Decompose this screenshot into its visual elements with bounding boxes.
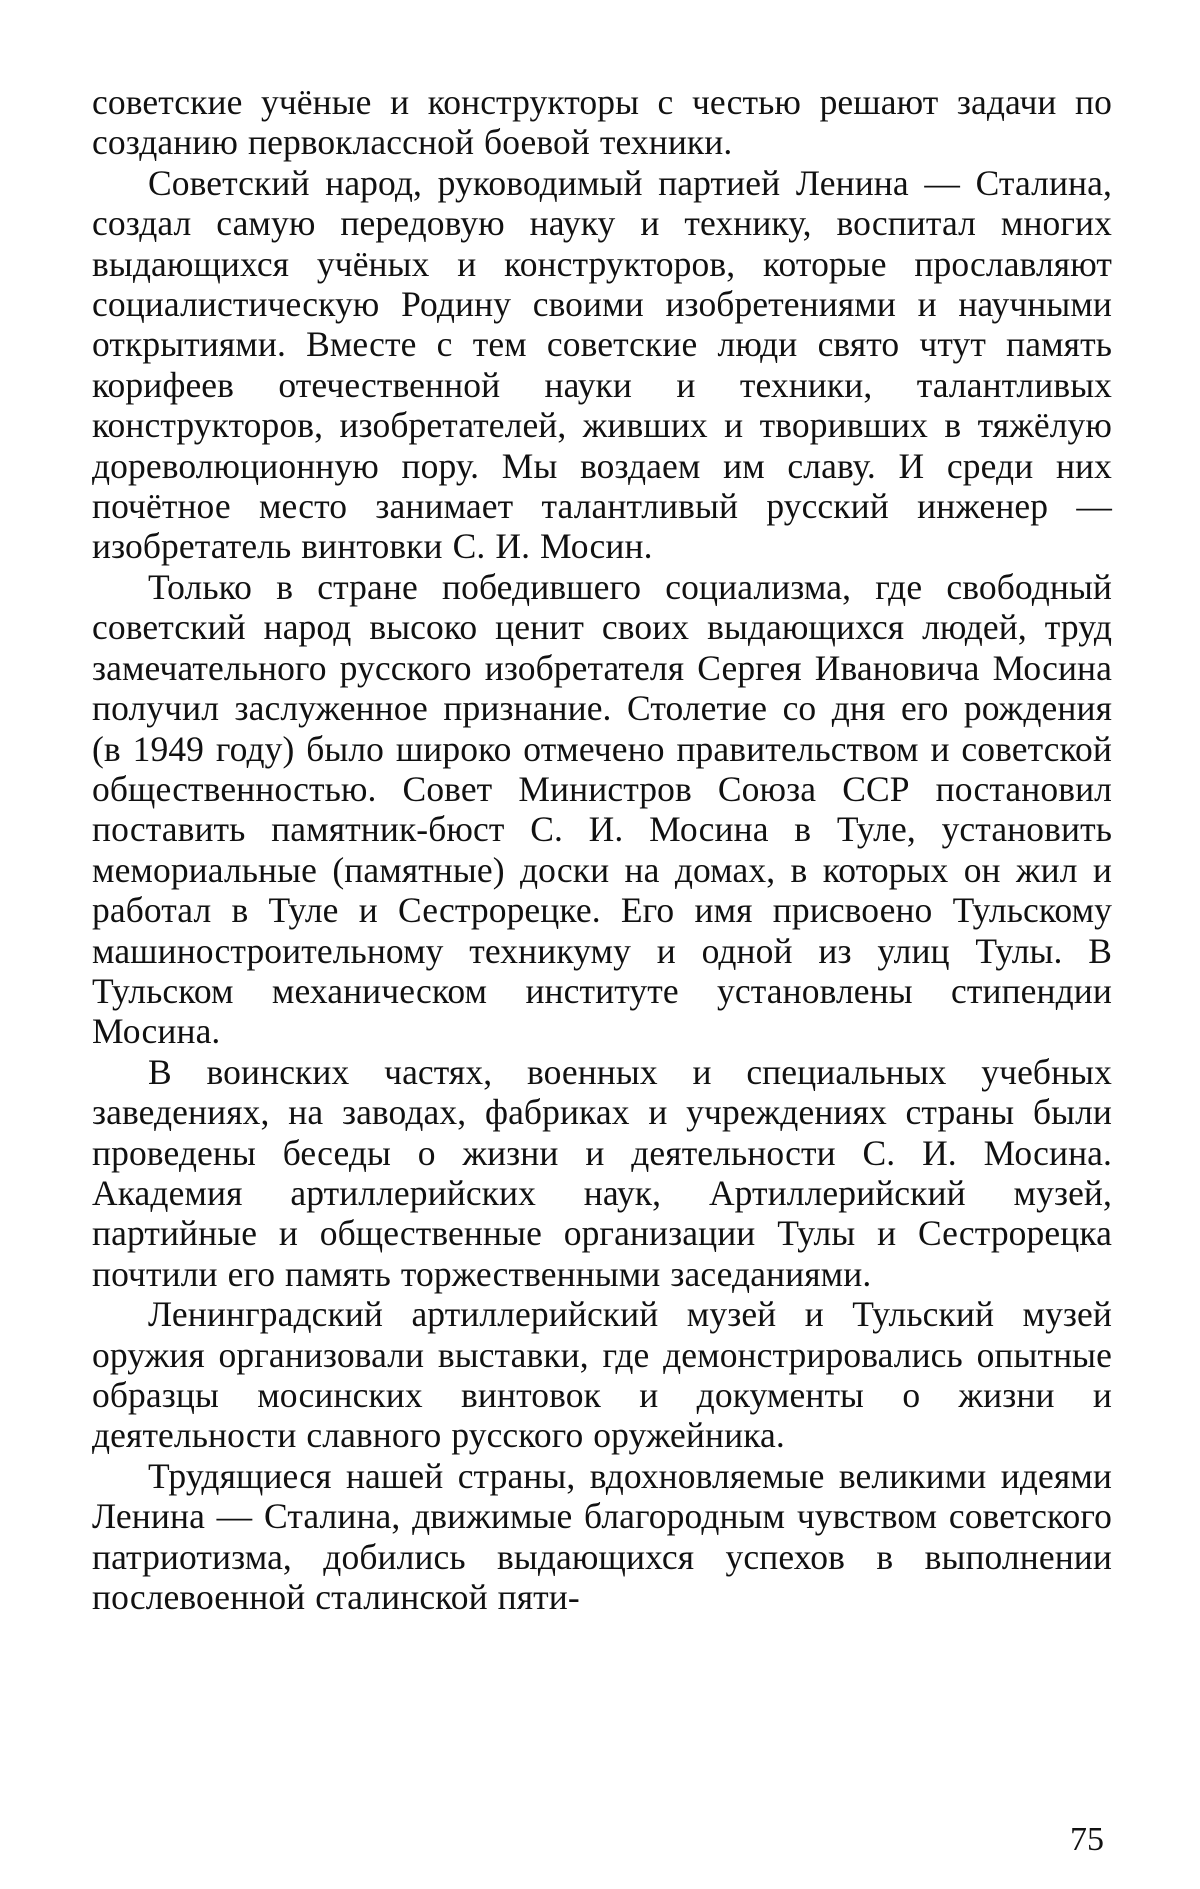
paragraph-soviet-science: Советский народ, руководимый партией Ленина — Сталина, создал самую передовую науку и технику, воспитал многих выдающихся учёных и конструкторов, которые прославляют социалистическую Родину своими изобретениями и научными открытиями. Вместе с тем советские люди свято чтут память корифеев отечественной науки и техники, талантливых конструкторов, изобретателей, живших и творивших в тяжёлую дореволюционную пору. Мы воздаем им славу. И среди них почётное место занимает талантливый русский инженер — изобретатель винтовки С. И. Мосин.: [92, 162, 1112, 567]
paragraph-continuation: советские учёные и конструкторы с честью решают задачи по созданию первоклассной боевой техники.: [92, 82, 1112, 163]
paragraph-commemorations: В воинских частях, военных и специальных учебных заведениях, на заводах, фабриках и учреждениях страны были проведены беседы о жизни и деятельности С. И. Мосина. Академия артиллерийских наук, Артиллерийский музей, партийные и общественные организации Тулы и Сестрорецка почтили его память торжественными заседаниями.: [92, 1051, 1112, 1294]
paragraph-mosin-recognition: Только в стране победившего социализма, где свободный советский народ высоко ценит своих выдающихся людей, труд замечательного русского изобретателя Сергея Ивановича Мосина получил заслуженное признание. Столетие со дня его рождения (в 1949 году) было широко отмечено правительством и советской общественностью. Совет Министров Союза ССР постановил поставить памятник-бюст С. И. Мосина в Туле, установить мемориальные (памятные) доски на домах, в которых он жил и работал в Туле и Сестрорецке. Его имя присвоено Тульскому машиностроительному техникуму и одной из улиц Тулы. В Тульском механическом институте установлены стипендии Мосина.: [92, 566, 1112, 1052]
body-text: [92, 82, 1112, 1617]
page-number: 75: [1070, 1821, 1104, 1858]
paragraph-exhibitions: Ленинградский артиллерийский музей и Тульский музей оружия организовали выставки, где демонстрировались опытные образцы мосинских винтовок и документы о жизни и деятельности славного русского оружейника.: [92, 1294, 1112, 1456]
paragraph-workers: Трудящиеся нашей страны, вдохновляемые великими идеями Ленина — Сталина, движимые благородным чувством советского патриотизма, добились выдающихся успехов в выполнении послевоенной сталинской пяти-: [92, 1455, 1112, 1618]
